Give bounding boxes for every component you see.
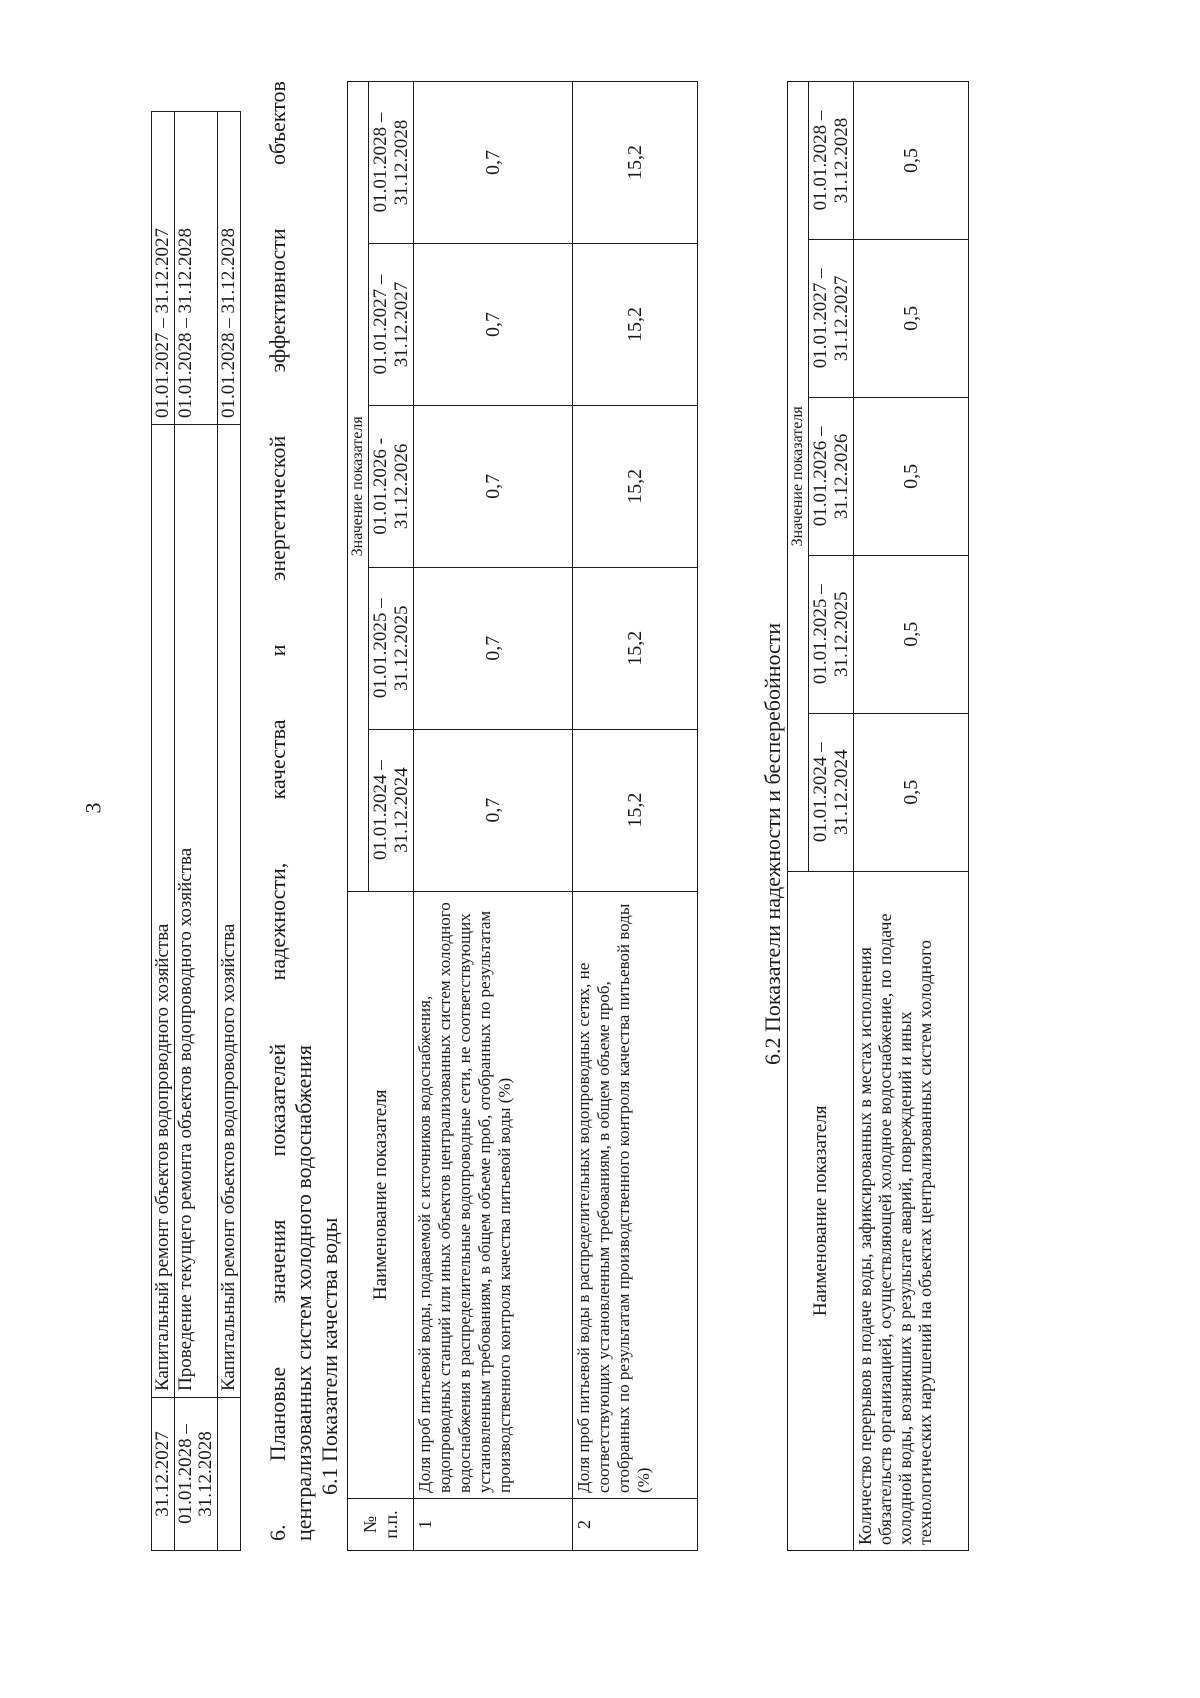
indicator-value: 0,7: [414, 243, 573, 405]
water-quality-table: [347, 81, 698, 1551]
indicator-value: 15,2: [573, 567, 698, 729]
section-6-heading-word: качества: [265, 719, 290, 800]
works-row: [152, 112, 175, 1551]
works-row: [218, 112, 241, 1551]
indicator-value: 0,5: [854, 397, 969, 555]
section-6-heading: [265, 81, 317, 1541]
works-event: Проведение текущего ремонта объектов водопроводного хозяйства: [175, 425, 218, 1398]
period-header: 01.01.2025 – 31.12.2025: [809, 555, 854, 713]
works-dates: 01.01.2027 – 31.12.2027: [152, 112, 175, 425]
works-schedule-table: [151, 111, 241, 1551]
period-header: 01.01.2024 – 31.12.2024: [809, 713, 854, 871]
section-6-heading-word: показателей: [265, 1043, 290, 1157]
section-6-2-title: 6.2 Показатели надежности и бесперебойности: [760, 622, 785, 1065]
period-header: 01.01.2028 – 31.12.2028: [369, 82, 414, 244]
works-period: 31.12.2027: [152, 1398, 175, 1551]
section-6-1-title: 6.1 Показатели качества воды: [317, 1217, 342, 1495]
section-6-heading-line2: централизованных систем холодного водоснабжения: [291, 1044, 316, 1541]
period-header: 01.01.2028 – 31.12.2028: [809, 82, 854, 240]
indicator-value: 0,7: [414, 82, 573, 244]
row-num: 2: [573, 1499, 698, 1551]
section-6-heading-word: надежности,: [265, 862, 290, 981]
header-values-group: Значение показателя: [348, 82, 369, 892]
period-header: 01.01.2025 – 31.12.2025: [369, 567, 414, 729]
works-dates: 01.01.2028 – 31.12.2028: [218, 112, 241, 425]
quality-row: [414, 82, 573, 1551]
indicator-value: 0,5: [854, 555, 969, 713]
works-event: Капитальный ремонт объектов водопроводного хозяйства: [218, 425, 241, 1398]
indicator-value: 15,2: [573, 243, 698, 405]
works-dates: 01.01.2028 – 31.12.2028: [175, 112, 218, 425]
indicator-value: 0,7: [414, 405, 573, 567]
reliability-row: [854, 82, 969, 1551]
rotated-page-content: [151, 71, 1051, 1551]
section-6-heading-word: объектов: [265, 81, 290, 166]
works-event: Капитальный ремонт объектов водопроводного хозяйства: [152, 425, 175, 1398]
section-6-heading-word: энергетической: [265, 435, 290, 582]
section-6-heading-word: Плановые: [265, 1366, 290, 1462]
page-number: 3: [80, 802, 106, 814]
works-row: [175, 112, 218, 1551]
row-num: 1: [414, 1499, 573, 1551]
reliability-table: [787, 81, 969, 1551]
indicator-value: 0,7: [414, 567, 573, 729]
quality-row: [573, 82, 698, 1551]
period-header: 01.01.2026 - 31.12.2026: [369, 405, 414, 567]
works-period: [218, 1398, 241, 1551]
section-6-heading-word: значения: [265, 1219, 290, 1304]
indicator-value: 15,2: [573, 82, 698, 244]
indicator-value: 0,7: [414, 729, 573, 891]
header-num: № п.п.: [348, 1499, 414, 1551]
indicator-name: Количество перерывов в подаче воды, зафиксированных в местах исполнения обязательств организацией, осуществляющей холодное водоснабжение, по подаче холодной воды, возникших в результате аварий, повреждений и иных технологических нарушений на объектах централизованных систем холодного: [854, 871, 969, 1550]
period-header: 01.01.2027 – 31.12.2027: [809, 239, 854, 397]
works-period: 01.01.2028 – 31.12.2028: [175, 1398, 218, 1551]
period-header: 01.01.2024 – 31.12.2024: [369, 729, 414, 891]
section-6-heading-word: эффективности: [265, 228, 290, 373]
header-name-2: Наименование показателя: [788, 871, 854, 1550]
header-values-group-2: Значение показателя: [788, 82, 809, 872]
section-6-heading-word: 6.: [265, 1524, 290, 1541]
indicator-name: Доля проб питьевой воды в распределительных водопроводных сетях, не соответствующих установленным требованиям, в общем объеме проб, отобранных по результатам производственного контроля качества питьевой воды (%): [573, 891, 698, 1498]
indicator-value: 0,5: [854, 713, 969, 871]
indicator-name: Доля проб питьевой воды, подаваемой с источников водоснабжения, водопроводных станций или иных объектов централизованных систем холодного водоснабжения в распределительные водопроводные сети, не соответствующих установленным требованиям, в общем объеме проб, отобранных по результатам производственного контроля качества питьевой воды (%): [414, 891, 573, 1498]
header-name: Наименование показателя: [348, 891, 414, 1498]
section-6-heading-word: и: [265, 644, 290, 657]
indicator-value: 0,5: [854, 239, 969, 397]
period-header: 01.01.2027 – 31.12.2027: [369, 243, 414, 405]
indicator-value: 15,2: [573, 405, 698, 567]
indicator-value: 15,2: [573, 729, 698, 891]
period-header: 01.01.2026 – 31.12.2026: [809, 397, 854, 555]
indicator-value: 0,5: [854, 82, 969, 240]
